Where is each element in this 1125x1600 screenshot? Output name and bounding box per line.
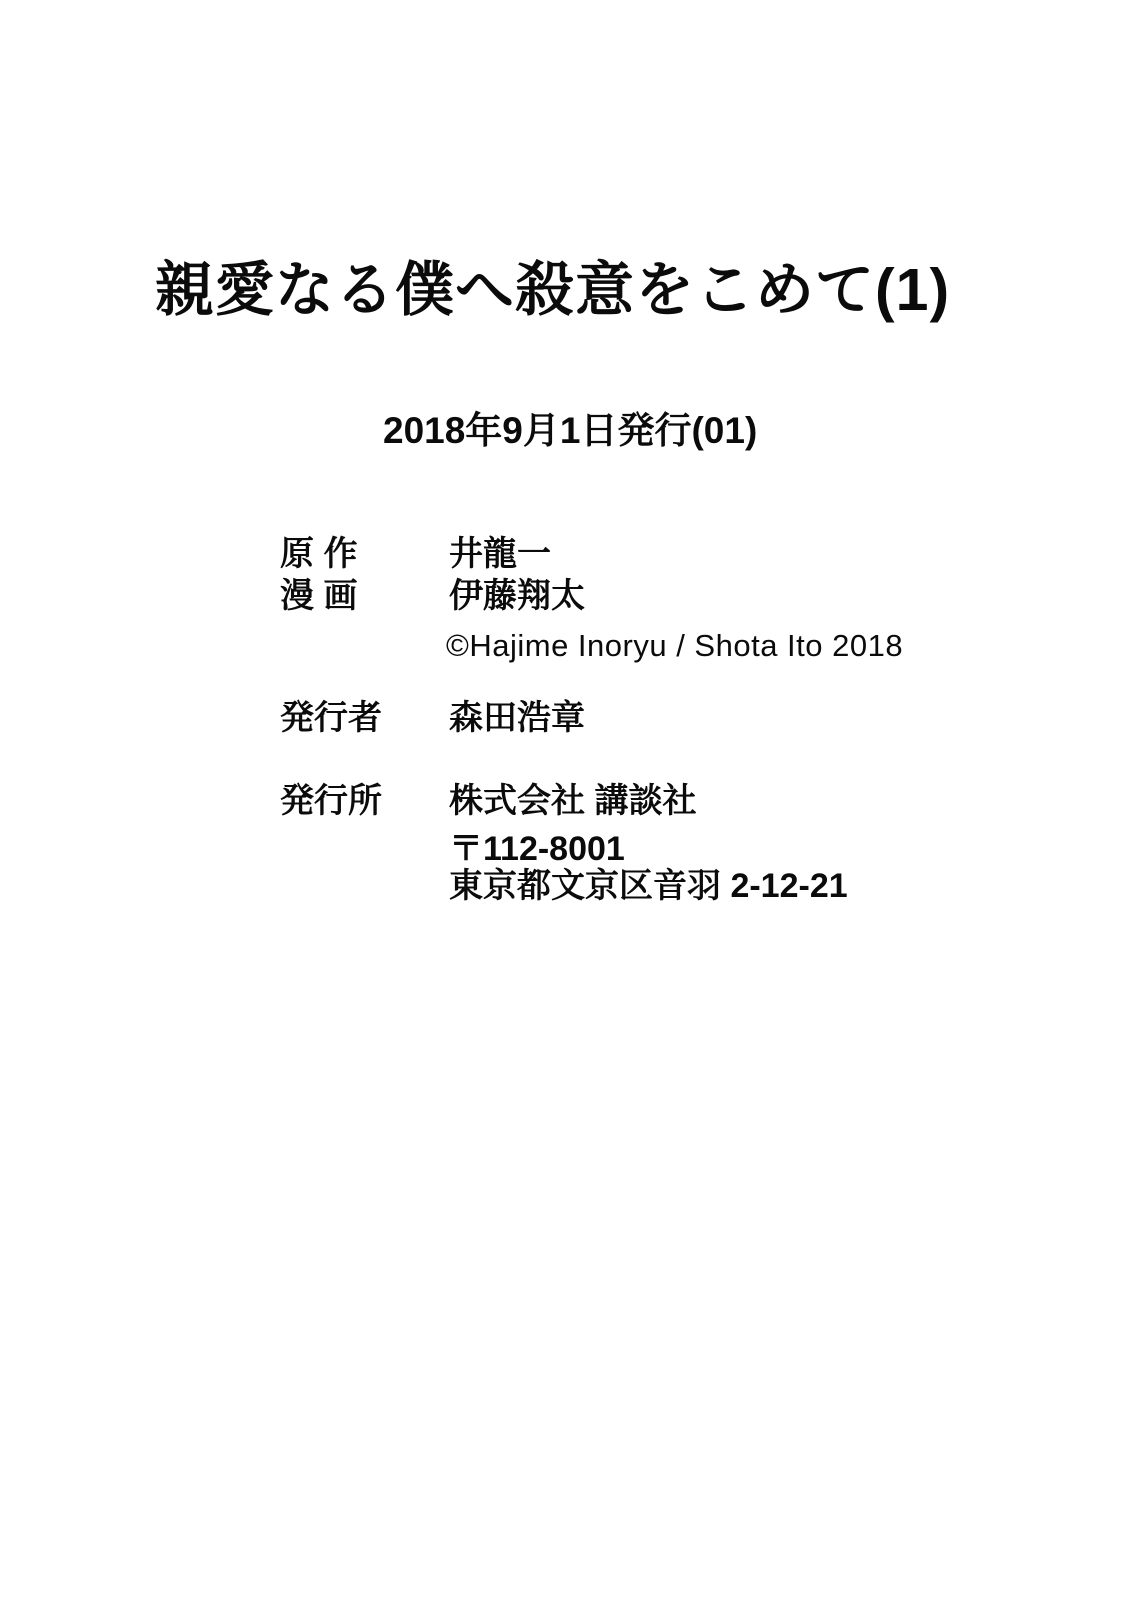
book-title: 親愛なる僕へ殺意をこめて(1) [155,257,951,323]
publishing-office-address: 東京都文京区音羽 2-12-21 [449,867,848,905]
publisher-name: 森田浩章 [449,699,585,737]
credit-name-manga-artist: 伊藤翔太 [449,577,585,615]
copyright-line: ©Hajime Inoryu / Shota Ito 2018 [446,628,904,663]
publishing-office-role-label: 発行所 [280,782,382,820]
credit-role-label-original: 原 作 [280,535,358,573]
publisher-role-label: 発行者 [280,699,382,737]
edition-date-line: 2018年9月1日発行(01) [383,410,758,451]
credit-role-label-manga: 漫 画 [280,577,358,615]
publishing-office-company: 株式会社 講談社 [449,782,697,820]
publishing-office-postal-code: 〒112-8001 [449,830,625,868]
credit-name-original-author: 井龍一 [449,535,551,573]
